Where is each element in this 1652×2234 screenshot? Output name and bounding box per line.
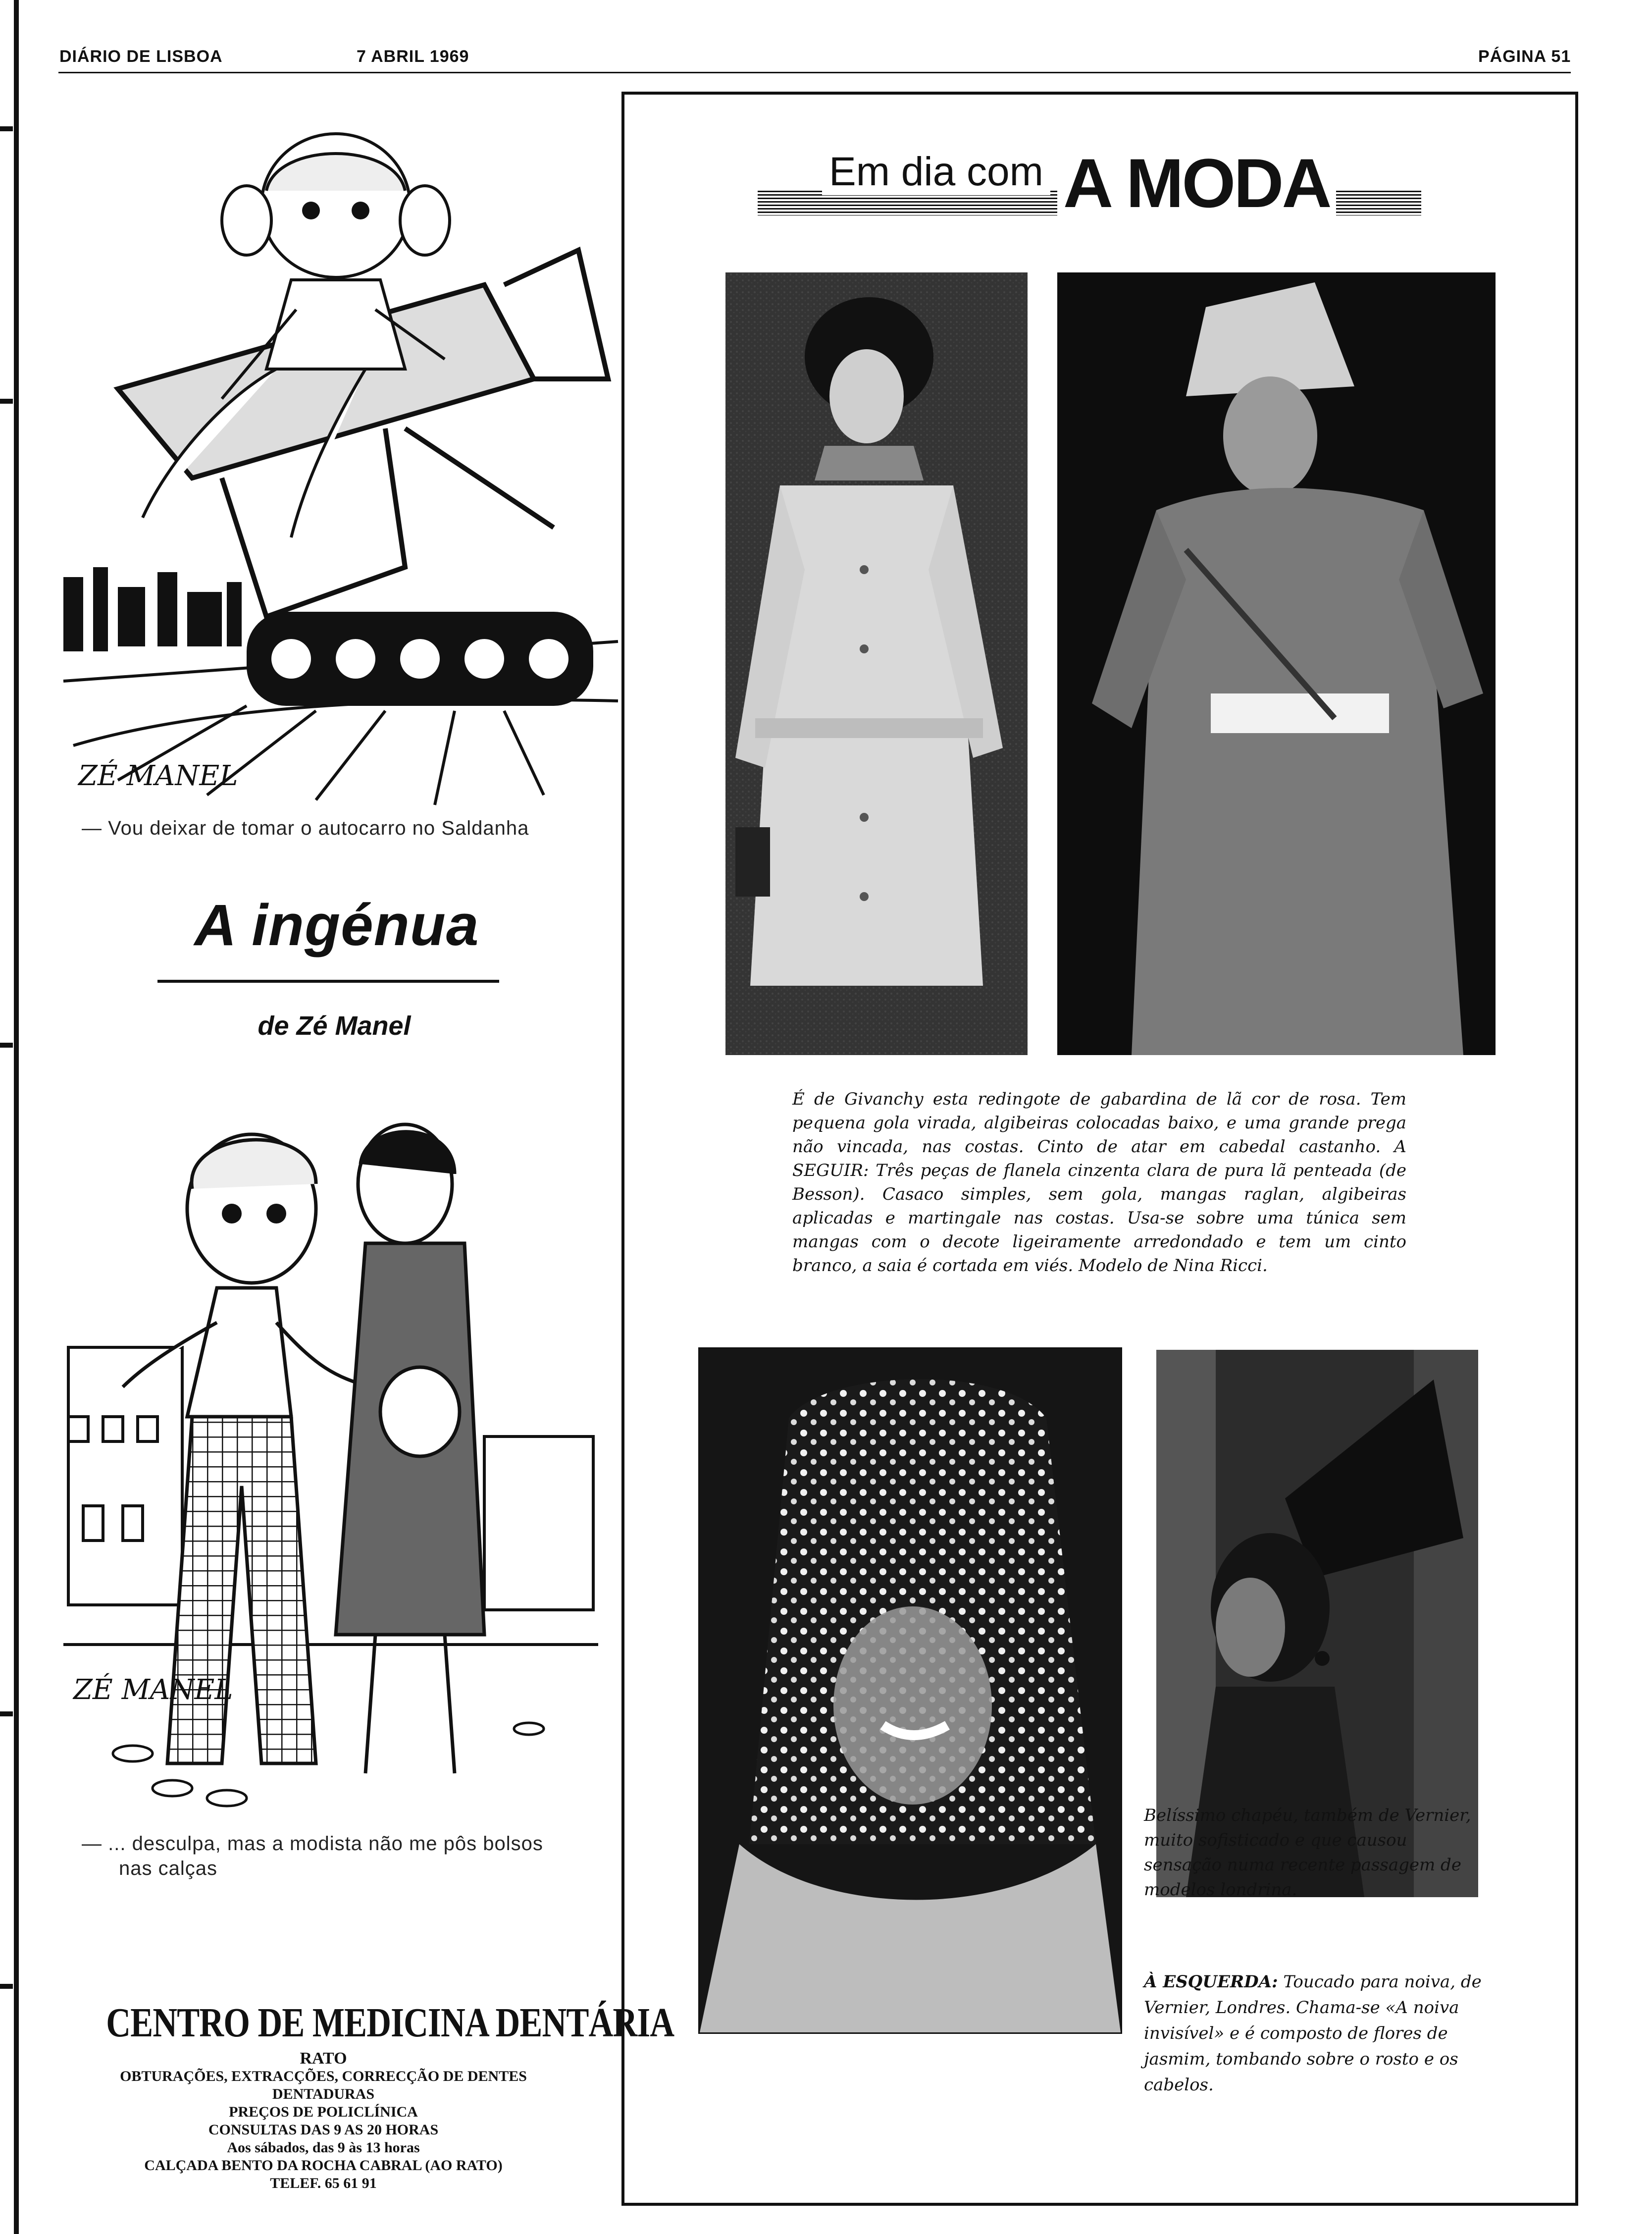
section-title-small: Em dia com [822, 149, 1050, 195]
cartoon-girl-and-mother [58, 1110, 603, 1823]
photo-nina-ricci-flannel [1057, 272, 1496, 1055]
page-number: PÁGINA 51 [1478, 47, 1571, 66]
binding-edge [14, 0, 19, 2234]
caption-bride-text: Toucado para noiva, de Vernier, Londres. Chama-se «A noiva invisível» e é composto de flores de jasmim, tombando sobre o rosto e os cabelos. [1144, 1972, 1482, 2095]
ad-subtitle: RATO [300, 2049, 347, 2068]
ad-title: CENTRO DE MEDICINA DENTÁRIA [106, 2000, 674, 2046]
cartoon-caption-1: — Vou deixar de tomar o autocarro no Saldanha [82, 817, 529, 839]
caption-bride [1144, 1969, 1500, 2098]
caption-coat-and-flannel: É de Givanchy esta redingote de gabardina de lã cor de rosa. Tem pequena gola virada, algibeiras colocadas baixo, e uma grande prega não vincada, nas costas. Cinto de atar em cabedal castanho. A SEGUIR: Três peças de flanela cinzenta clara de pura lã penteada (de Besson). Casaco simples, sem gola, mangas raglan, algibeiras aplicadas e martingale nas costas. Usa-se sobre uma túnica sem mangas com o decote ligeiramente arredondado e tem um cinto branco, a saia é cortada em viés. Modelo de Nina Ricci. [792, 1089, 1406, 1276]
ad-line: CALÇADA BENTO DA ROCHA CABRAL (AO RATO) [144, 2157, 503, 2174]
cartoon-title: A ingénua [194, 893, 479, 958]
binding-mark [0, 1711, 13, 1716]
binding-mark [0, 1984, 13, 1989]
photo-bride-headdress [698, 1347, 1122, 2034]
cartoon-byline: de Zé Manel [258, 1011, 411, 1041]
title-rule [157, 980, 499, 983]
cartoon-girl-on-excavator [58, 121, 623, 812]
ad-line: TELEF. 65 61 91 [270, 2175, 377, 2191]
photo-givenchy-coat [706, 272, 1028, 1055]
section-title-big: A MODA [1057, 149, 1336, 218]
ad-line: PREÇOS DE POLICLÍNICA [229, 2104, 418, 2120]
ad-line: DENTADURAS [272, 2086, 375, 2102]
issue-date: 7 ABRIL 1969 [357, 47, 469, 66]
publication-name: DIÁRIO DE LISBOA [59, 47, 223, 66]
binding-mark [0, 1043, 13, 1048]
cartoon-caption-2-line2: nas calças [119, 1858, 217, 1879]
dental-advertisement [58, 1999, 674, 2212]
caption-bride-lead: À ESQUERDA: [1144, 1972, 1278, 1992]
cartoon-caption-2-line1: — ... desculpa, mas a modista não me pôs bolsos [82, 1833, 543, 1855]
ad-line: OBTURAÇÕES, EXTRACÇÕES, CORRECÇÃO DE DENTES [120, 2068, 527, 2084]
caption-hat: Belíssimo chapéu, também de Vernier, muito sofisticado e que causou sensação numa recente passagem de modelos londrina. [1144, 1806, 1471, 1900]
header-rule [58, 72, 1571, 73]
cartoon-signature-2: ZÉ MANEL [73, 1674, 233, 1706]
ad-line: CONSULTAS DAS 9 AS 20 HORAS [208, 2122, 439, 2138]
binding-mark [0, 126, 13, 131]
cartoon-signature: ZÉ MANEL [78, 760, 238, 792]
separator-dot [1315, 1651, 1330, 1666]
binding-mark [0, 399, 13, 404]
ad-line: Aos sábados, das 9 às 13 horas [227, 2139, 420, 2156]
